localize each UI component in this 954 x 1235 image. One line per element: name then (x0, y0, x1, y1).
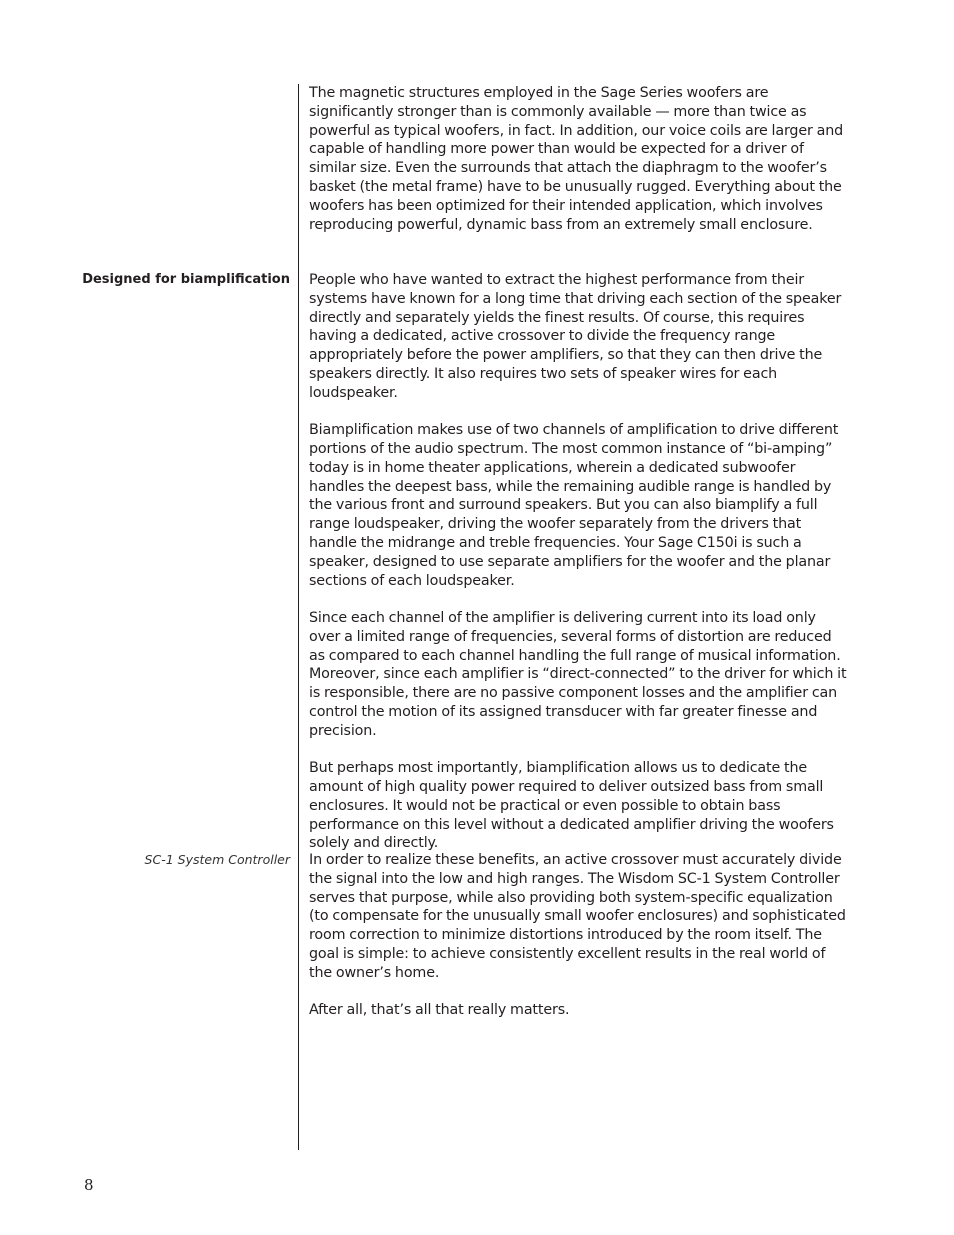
paragraph: But perhaps most importantly, biamplification allows us to dedicate the amount of high quality power required to deliver outsized bass from small enclosures. It would not be practical or even possible to obtain bass performance on this level without a dedicated amplifier driving the woofers solely and directly. (309, 760, 834, 852)
section-woofers (309, 84, 849, 234)
side-heading-biamplification: Designed for biamplification (82, 272, 290, 287)
paragraph: After all, that’s all that really matters. (309, 1002, 570, 1019)
side-heading-sc1-controller: SC-1 System Controller (144, 852, 290, 867)
paragraph: In order to realize these benefits, an active crossover must accurately divide the signal into the low and high ranges. The Wisdom SC-1 System Controller serves that purpose, while also providing both system-specific equalization (to compensate for the unusually small woofer enclosures) and sophisticated room correction to minimize distortions introduced by the room itself. The goal is simple: to achieve consistently excellent results in the real world of the owner’s home. (309, 852, 846, 981)
page-number: 8 (84, 1176, 94, 1194)
paragraph: Since each channel of the amplifier is delivering current into its load only over a limited range of frequencies, several forms of distortion are reduced as compared to each channel handling the full range of musical information. Moreover, since each amplifier is “direct-connected” to the driver for which it is responsible, there are no passive component losses and the amplifier can control the motion of its assigned transducer with far greater finesse and precision. (309, 609, 847, 739)
column-divider-rule (298, 84, 299, 1150)
paragraph: People who have wanted to extract the highest performance from their systems have known for a long time that driving each section of the speaker directly and separately yields the finest results. Of course, this requires having a dedicated, active crossover to divide the frequency range appropriately before the power amplifiers, so that they can then drive the speakers directly. It also requires two sets of speaker wires for each loudspeaker. (309, 272, 842, 401)
section-biamplification (309, 271, 849, 853)
paragraph: The magnetic structures employed in the Sage Series woofers are significantly stronger than is commonly available — more than twice as powerful as typical woofers, in fact. In addition, our voice coils are larger and capable of handling more power than would be expected for a driver of similar size. Even the surrounds that attach the diaphragm to the woofer’s basket (the metal frame) have to be unusually rugged. Everything about the woofers has been optimized for their intended application, which involves reproducing powerful, dynamic bass from an extremely small enclosure. (309, 85, 844, 233)
paragraph: Biamplification makes use of two channels of amplification to drive different portions of the audio spectrum. The most common instance of “bi-amping” today is in home theater applications, wherein a dedicated subwoofer handles the deepest bass, while the remaining audible range is handled by the various front and surround speakers. But you can also biamplify a full range loudspeaker, driving the woofer separately from the drivers that handle the midrange and treble frequencies. Your Sage C150i is such a speaker, designed to use separate amplifiers for the woofer and the planar sections of each loudspeaker. (309, 422, 839, 589)
section-sc1-controller (309, 851, 849, 1020)
